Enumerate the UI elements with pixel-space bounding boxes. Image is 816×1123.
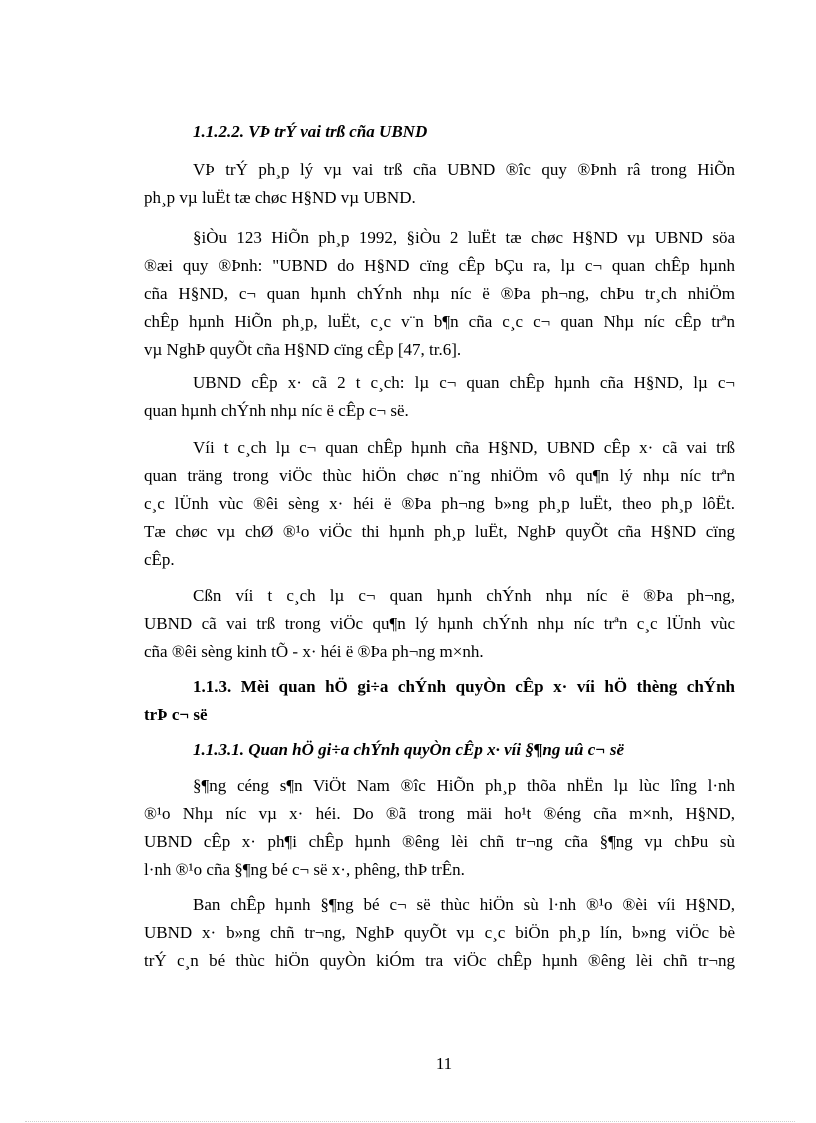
paragraph-line: VÞ trÝ ph¸p lý vµ vai trß cña UBND ®îc quy ®Þnh râ trong HiÕn <box>193 160 735 179</box>
section-heading-1-1-2-2: 1.1.2.2. VÞ trÝ vai trß cña UBND <box>193 122 428 141</box>
paragraph-line: trÝ c¸n bé thùc hiÖn quyÒn kiÓm tra viÖc chÊp hµnh ®êng lèi chñ tr¬ng <box>144 951 735 970</box>
paragraph-line: Víi t c¸ch lµ c¬ quan chÊp hµnh cña H§ND, UBND cÊp x· cã vai trß <box>193 438 735 457</box>
paragraph-line: UBND cÊp x· ph¶i chÊp hµnh ®êng lèi chñ tr¬ng cña §¶ng vµ chÞu sù <box>144 832 735 851</box>
paragraph-line: ®æi quy ®Þnh: "UBND do H§ND cïng cÊp bÇu ra, lµ c¬ quan chÊp hµnh <box>144 256 735 275</box>
paragraph-line: quan hµnh chÝnh nhµ níc ë cÊp c¬ së. <box>144 401 409 420</box>
paragraph-line: c¸c lÜnh vùc ®êi sèng x· héi ë ®Þa ph¬ng b»ng ph¸p luËt, theo ph¸p lôËt. <box>144 494 735 513</box>
paragraph-line: cÊp. <box>144 550 175 569</box>
paragraph-line: vµ NghÞ quyÕt cña H§ND cïng cÊp [47, tr.6]. <box>144 340 462 359</box>
paragraph-line: UBND x· b»ng chñ tr¬ng, NghÞ quyÕt vµ c¸c biÖn ph¸p lín, b»ng viÖc bè <box>144 923 735 942</box>
paragraph-line: ®¹o Nhµ níc vµ x· héi. Do ®ã trong mäi ho¹t ®éng cña m×nh, H§ND, <box>144 804 735 823</box>
paragraph-line: ph¸p vµ luËt tæ chøc H§ND vµ UBND. <box>144 188 416 207</box>
paragraph-line: UBND cã vai trß trong viÖc qu¶n lý hµnh chÝnh nhµ níc trªn c¸c lÜnh vùc <box>144 614 735 633</box>
section-heading-1-1-3: 1.1.3. Mèi quan hÖ gi÷a chÝnh quyÒn cÊp x· víi hÖ thèng chÝnh <box>193 677 735 696</box>
paragraph-line: l·nh ®¹o cña §¶ng bé c¬ së x·, phêng, thÞ trÊn. <box>144 860 465 879</box>
section-heading-1-1-3-cont: trÞ c¬ së <box>144 705 208 724</box>
paragraph-line: Cßn víi t c¸ch lµ c¬ quan hµnh chÝnh nhµ níc ë ®Þa ph¬ng, <box>193 586 735 605</box>
section-heading-1-1-3-1: 1.1.3.1. Quan hÖ gi÷a chÝnh quyÒn cÊp x· víi §¶ng uû c¬ së <box>193 740 624 759</box>
paragraph-line: §¶ng céng s¶n ViÖt Nam ®îc HiÕn ph¸p thõa nhËn lµ lùc lîng l·nh <box>193 776 735 795</box>
paragraph-line: cña H§ND, c¬ quan hµnh chÝnh nhµ níc ë ®Þa ph¬ng, chÞu tr¸ch nhiÖm <box>144 284 735 303</box>
paragraph-line: chÊp hµnh HiÕn ph¸p, luËt, c¸c v¨n b¶n cña c¸c c¬ quan Nhµ níc cÊp trªn <box>144 312 735 331</box>
paragraph-line: Tæ chøc vµ chØ ®¹o viÖc thi hµnh ph¸p luËt, NghÞ quyÕt cña H§ND cïng <box>144 522 735 541</box>
paragraph-line: §iÒu 123 HiÕn ph¸p 1992, §iÒu 2 luËt tæ chøc H§ND vµ UBND söa <box>193 228 735 247</box>
paragraph-line: cña ®êi sèng kinh tÕ - x· héi ë ®Þa ph¬ng m×nh. <box>144 642 484 661</box>
paragraph-line: Ban chÊp hµnh §¶ng bé c¬ së thùc hiÖn sù l·nh ®¹o ®èi víi H§ND, <box>193 895 735 914</box>
paragraph-line: quan träng trong viÖc thùc hiÖn chøc n¨ng nhiÖm vô qu¶n lý nhµ níc trªn <box>144 466 735 485</box>
page-bottom-divider <box>25 1121 795 1122</box>
paragraph-line: UBND cÊp x· cã 2 t c¸ch: lµ c¬ quan chÊp hµnh cña H§ND, lµ c¬ <box>193 373 735 392</box>
page-number: 11 <box>435 1054 453 1073</box>
